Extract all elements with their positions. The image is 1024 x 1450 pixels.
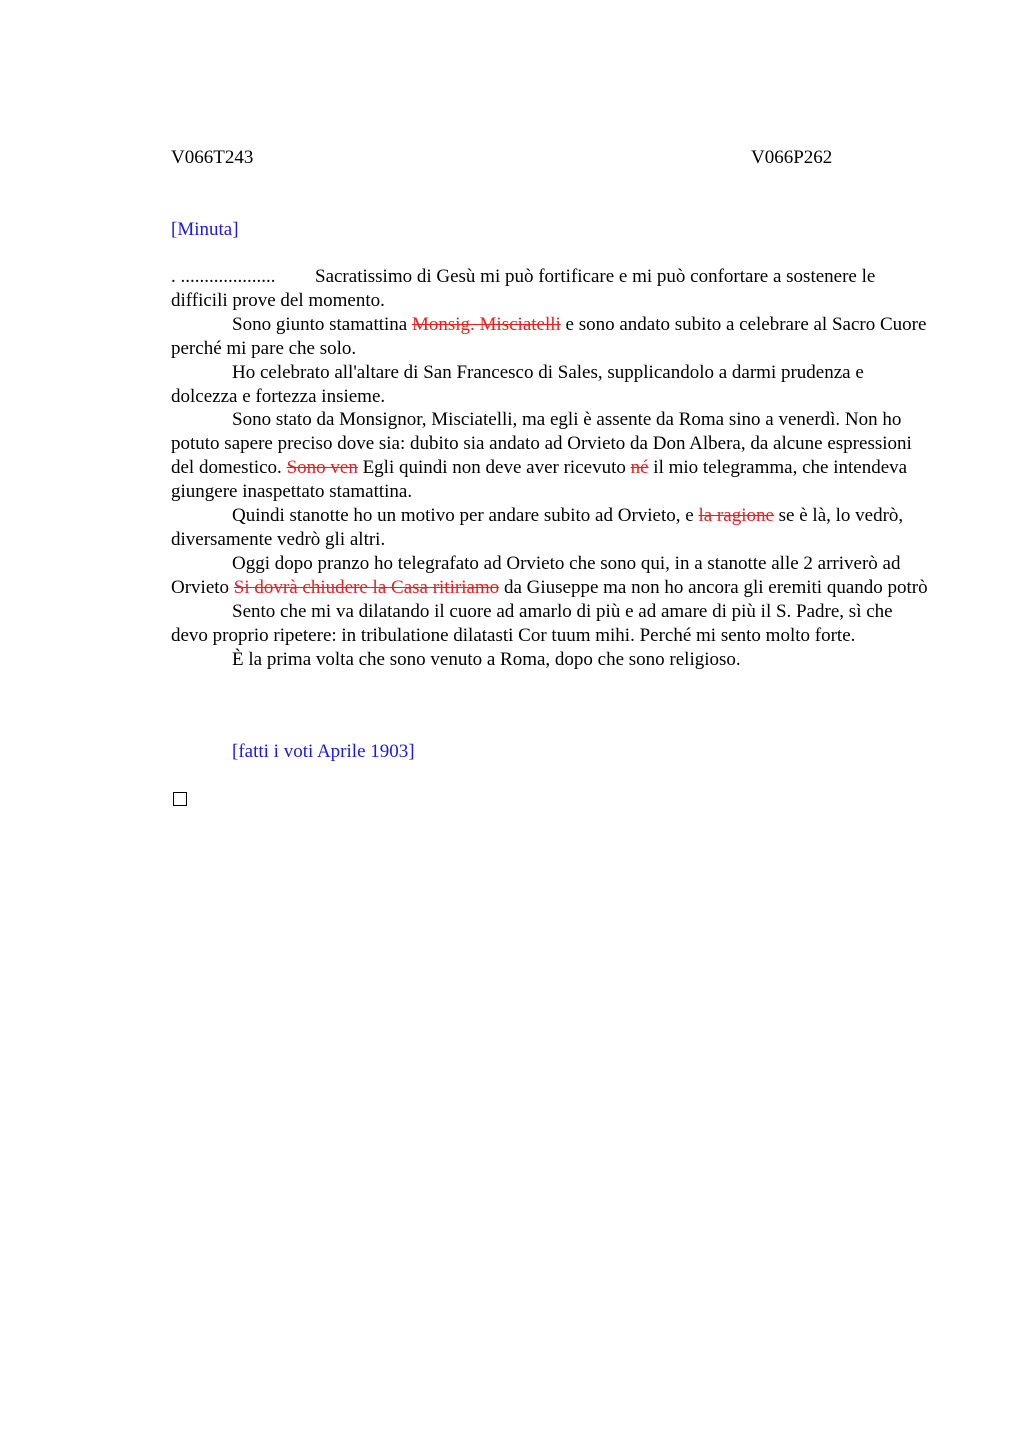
paragraph-4-text-a: Sono stato da Monsignor, Misciatelli, ma egli è assente da Roma sino a venerdì. Non ho potuto sapere preciso dove sia: dubito sia andato ad Orvieto da Don Albera, da alcune espressioni del domestico. (171, 409, 912, 479)
editorial-note: [fatti i voti Aprile 1903] (232, 741, 415, 762)
document-code-left: V066T243 (171, 147, 254, 168)
paragraph-1 (171, 265, 931, 313)
checkbox-square-icon (173, 792, 187, 806)
paragraph-4-text-c: il mio telegramma, che intendeva giungere inaspettato stamattina. (171, 457, 908, 503)
paragraph-1-text: Sacratissimo di Gesù mi può fortificare e mi può confortare a sostenere le difficili prove del momento. (171, 266, 876, 311)
paragraph-6 (171, 552, 931, 600)
paragraph-2-text-b: e sono andato subito a celebrare al Sacro Cuore perché mi pare che solo. (171, 313, 927, 359)
paragraph-6-text-a: Oggi dopo pranzo ho telegrafato ad Orvieto che sono qui, in a stanotte alle 2 arriverò ad Orvieto (171, 552, 901, 598)
paragraph-6-text-b: da Giuseppe ma non ho ancora gli eremiti quando potrò (499, 576, 928, 598)
paragraph-4 (171, 408, 931, 504)
deleted-text: né (630, 457, 649, 479)
paragraph-7: Sento che mi va dilatando il cuore ad amarlo di più e ad amare di più il S. Padre, sì che devo proprio ripetere: in tribulatione dilatasti Cor tuum mihi. Perché mi sento molto forte. (171, 600, 893, 646)
paragraph-3: Ho celebrato all'altare di San Francesco di Sales, supplicandolo a darmi prudenza e dolcezza e fortezza insieme. (171, 361, 864, 407)
deleted-text: Sono ven (286, 457, 358, 479)
paragraph-4-text-b: Egli quindi non deve aver ricevuto (357, 457, 631, 479)
paragraph-5-text-a: Quindi stanotte ho un motivo per andare subito ad Orvieto, e (232, 505, 699, 527)
paragraph-8: È la prima volta che sono venuto a Roma, dopo che sono religioso. (232, 648, 741, 670)
paragraph-2-text-a: Sono giunto stamattina (232, 313, 412, 335)
paragraph-5-text-b: se è là, lo vedrò, diversamente vedrò gli altri. (171, 505, 904, 550)
paragraph-2 (171, 313, 931, 361)
ellipsis-dots: . .................... (171, 266, 276, 287)
deleted-text: Monsig. Misciatelli (411, 313, 561, 335)
deleted-text: Si dovrà chiudere la Casa ritiriamo (233, 576, 500, 598)
document-code-right: V066P262 (751, 147, 833, 168)
minuta-label: [Minuta] (171, 219, 239, 240)
letter-body (171, 265, 931, 671)
deleted-text: la ragione (698, 505, 774, 527)
paragraph-5 (171, 504, 931, 552)
